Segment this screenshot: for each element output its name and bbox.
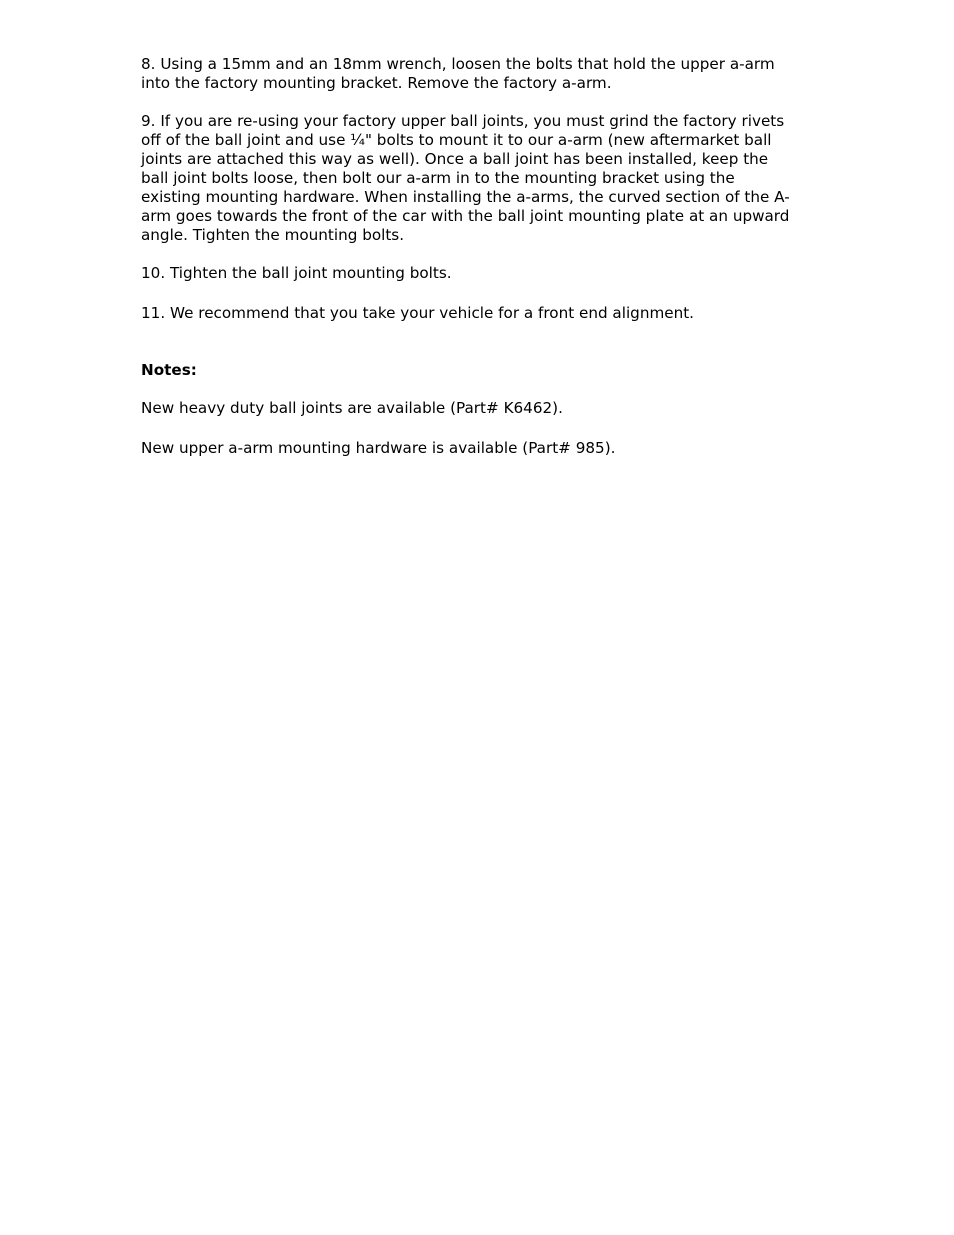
note-ball-joints: New heavy duty ball joints are available (Part# K6462). — [141, 399, 563, 417]
step-8: 8. Using a 15mm and an 18mm wrench, loosen the bolts that hold the upper a-arm into the factory mounting bracket. Remove the factory a-arm. — [141, 55, 775, 92]
notes-heading: Notes: — [141, 361, 197, 379]
note-mounting-hardware: New upper a-arm mounting hardware is available (Part# 985). — [141, 439, 616, 457]
step-11: 11. We recommend that you take your vehicle for a front end alignment. — [141, 304, 694, 322]
step-10: 10. Tighten the ball joint mounting bolts. — [141, 264, 452, 282]
document-body — [141, 55, 821, 458]
step-9: 9. If you are re-using your factory upper ball joints, you must grind the factory rivets off of the ball joint and use ¼" bolts to mount it to our a-arm (new aftermarket ball joints are attached this way as well). Once a ball joint has been installed, keep the ball joint bolts loose, then bolt our a-arm in to the mounting bracket using the existing mounting hardware. When installing the a-arms, the curved section of the A- arm goes towards the front of the car with the ball joint mounting plate at an upward angle. Tighten the mounting bolts. — [141, 112, 790, 244]
